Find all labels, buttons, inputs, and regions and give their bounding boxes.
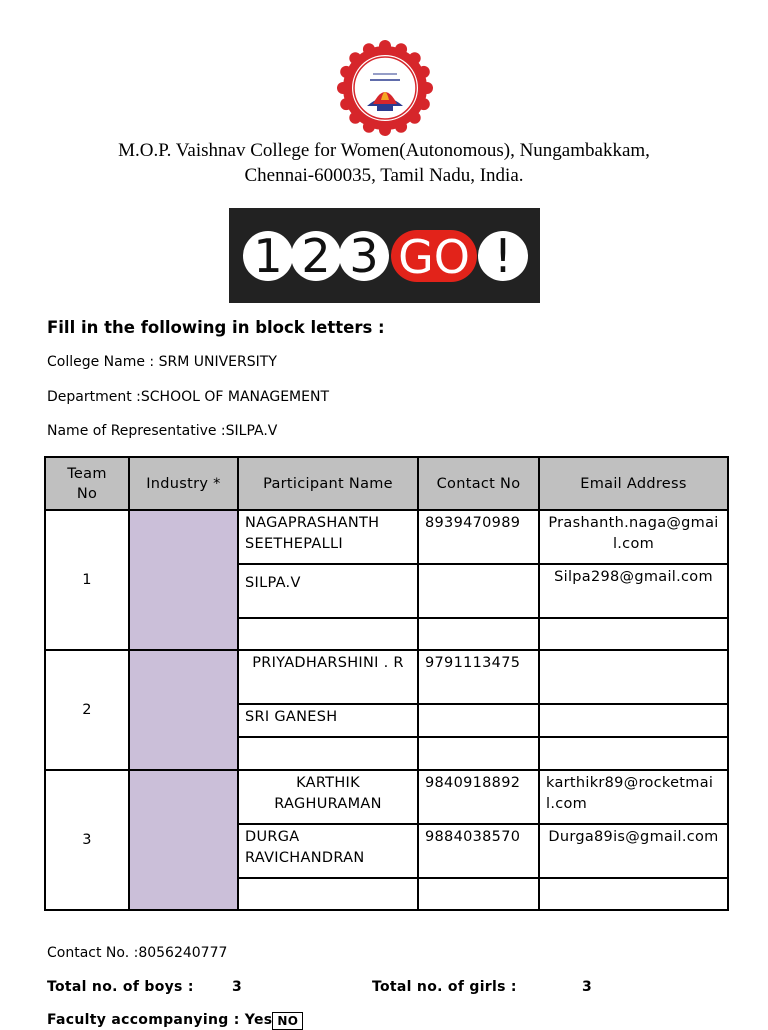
email-cell: Prashanth.naga@gmail.com xyxy=(539,510,728,564)
header-team-no: Team No xyxy=(45,457,129,510)
faculty-accompanying xyxy=(47,1012,303,1030)
contact-cell: 8939470989 xyxy=(418,510,539,564)
contact-cell: 9791113475 xyxy=(418,650,539,704)
banner-bang: ! xyxy=(493,229,513,283)
team-no-cell: 1 xyxy=(45,510,129,650)
college-logo xyxy=(337,40,433,136)
girls-value: 3 xyxy=(582,979,593,995)
contact-cell xyxy=(418,564,539,618)
girls-label: Total no. of girls : xyxy=(372,979,517,995)
email-cell: Durga89is@gmail.com xyxy=(539,824,728,878)
form-heading: Fill in the following in block letters : xyxy=(47,318,385,337)
email-cell xyxy=(539,650,728,704)
college-line-1: M.O.P. Vaishnav College for Women(Autonomous), Nungambakkam, xyxy=(118,140,650,161)
boys-label: Total no. of boys : xyxy=(47,979,194,995)
contact-cell xyxy=(418,878,539,910)
contact-cell: 9884038570 xyxy=(418,824,539,878)
email-cell xyxy=(539,878,728,910)
email-cell: Silpa298@gmail.com xyxy=(539,564,728,618)
contact-cell xyxy=(418,704,539,737)
industry-cell[interactable] xyxy=(129,650,238,770)
department-field: Department :SCHOOL OF MANAGEMENT xyxy=(47,389,329,405)
header-contact: Contact No xyxy=(418,457,539,510)
email-cell xyxy=(539,704,728,737)
banner-digit-2: 2 xyxy=(301,229,331,283)
table-row xyxy=(45,770,728,824)
contact-cell: 9840918892 xyxy=(418,770,539,824)
team-no-cell: 2 xyxy=(45,650,129,770)
email-cell xyxy=(539,737,728,770)
banner-go: GO xyxy=(398,230,470,284)
contact-number: Contact No. :8056240777 xyxy=(47,945,228,961)
email-cell xyxy=(539,618,728,650)
participant-cell xyxy=(238,618,418,650)
faculty-answer-box[interactable]: NO xyxy=(272,1012,303,1030)
header-email: Email Address xyxy=(539,457,728,510)
email-cell: karthikr89@rocketmail.com xyxy=(539,770,728,824)
participant-cell: DURGA RAVICHANDRAN xyxy=(238,824,418,878)
banner-digit-3: 3 xyxy=(349,229,379,283)
participant-cell: PRIYADHARSHINI . R xyxy=(238,650,418,704)
participant-table xyxy=(44,456,729,911)
table-row xyxy=(45,650,728,704)
college-emblem-icon xyxy=(337,40,433,136)
table-header-row xyxy=(45,457,728,510)
industry-cell[interactable] xyxy=(129,770,238,910)
header-participant: Participant Name xyxy=(238,457,418,510)
industry-cell[interactable] xyxy=(129,510,238,650)
college-address xyxy=(0,138,768,188)
event-logo xyxy=(229,208,540,303)
representative-field: Name of Representative :SILPA.V xyxy=(47,423,278,439)
header-industry: Industry * xyxy=(129,457,238,510)
faculty-label: Faculty accompanying : Yes xyxy=(47,1012,273,1028)
participant-cell: SRI GANESH xyxy=(238,704,418,737)
event-banner xyxy=(229,208,540,303)
participant-cell: SILPA.V xyxy=(238,564,418,618)
participant-cell: NAGAPRASHANTH SEETHEPALLI xyxy=(238,510,418,564)
college-line-2: Chennai-600035, Tamil Nadu, India. xyxy=(244,165,524,186)
table-row xyxy=(45,510,728,564)
contact-cell xyxy=(418,618,539,650)
participant-cell xyxy=(238,737,418,770)
participant-cell xyxy=(238,878,418,910)
boys-value: 3 xyxy=(232,979,243,995)
contact-cell xyxy=(418,737,539,770)
college-name-field: College Name : SRM UNIVERSITY xyxy=(47,354,277,370)
participant-cell: KARTHIK RAGHURAMAN xyxy=(238,770,418,824)
team-no-cell: 3 xyxy=(45,770,129,910)
banner-digit-1: 1 xyxy=(253,229,283,283)
